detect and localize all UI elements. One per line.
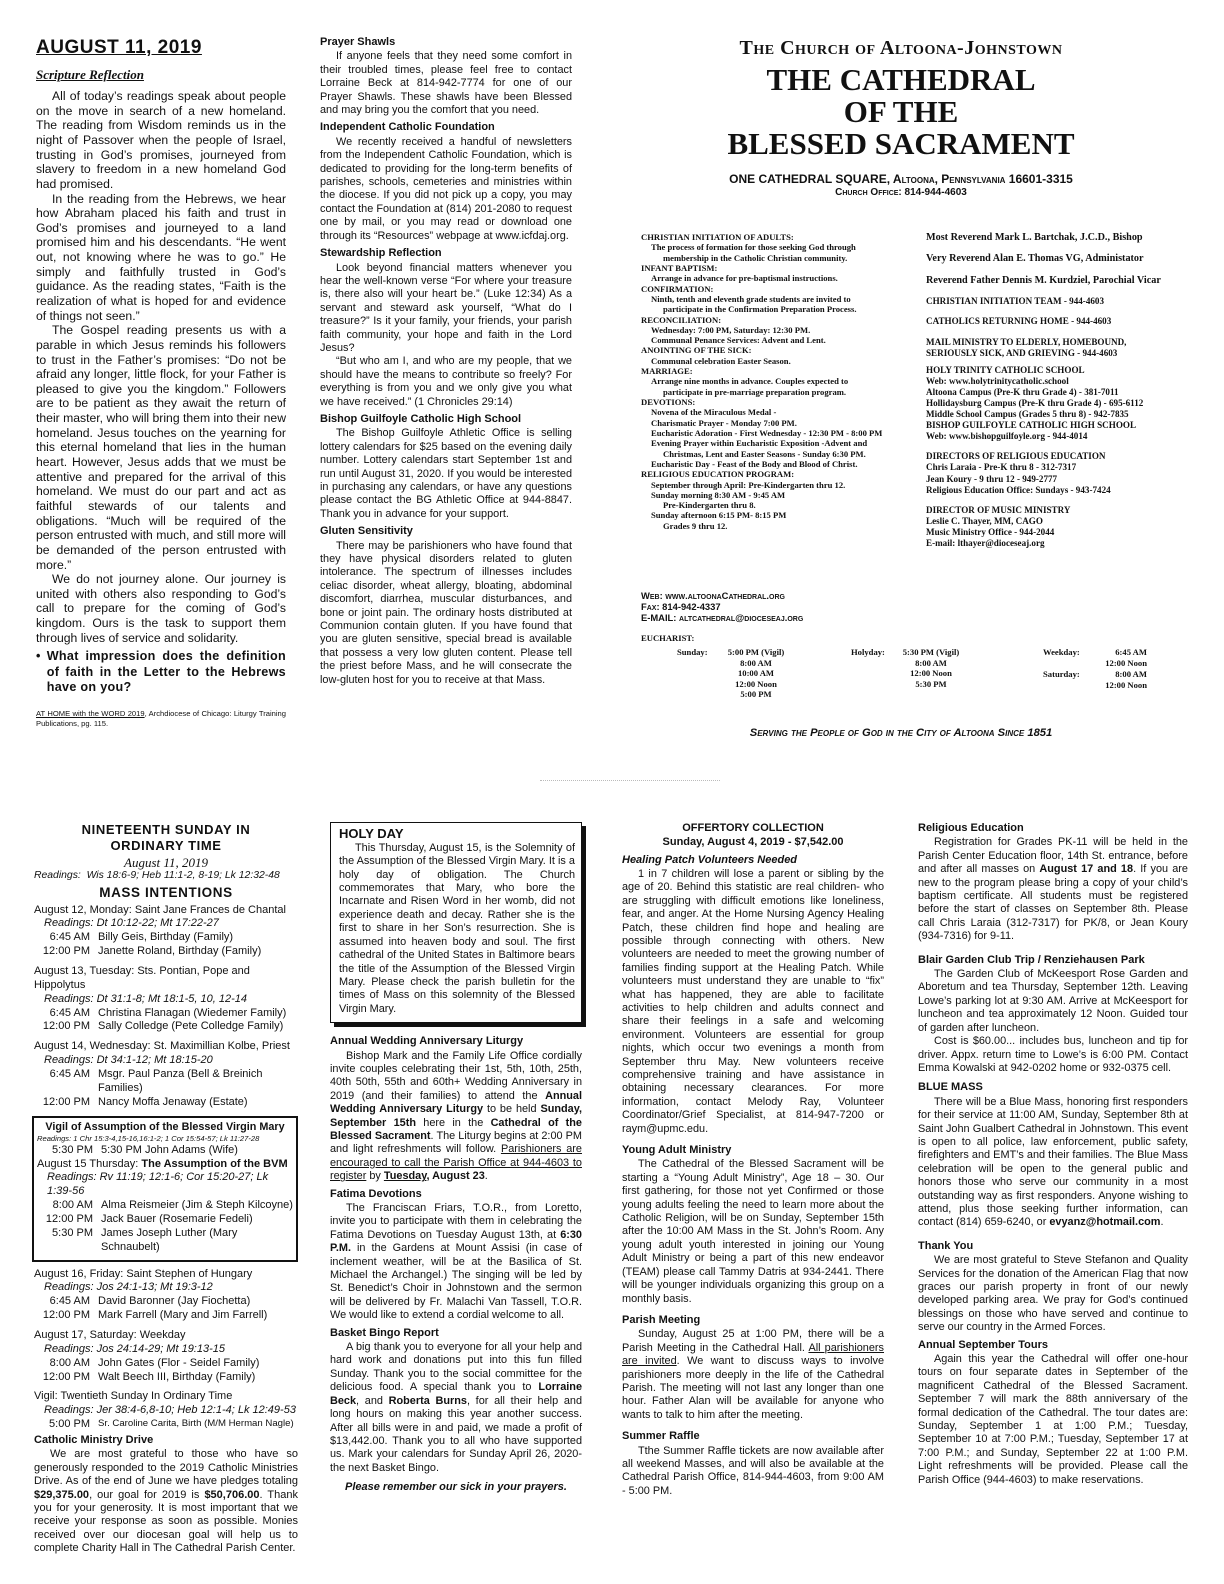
mass-time: 12:00 Noon: [1105, 679, 1147, 690]
mass-time: 12:00 PM: [45, 1213, 93, 1225]
info-line: Grades 9 thru 12.: [663, 520, 728, 531]
staff-line: Middle School Campus (Grades 5 thru 8) - 942-7835: [926, 409, 1129, 420]
mass-time: 12:00 PM: [42, 945, 90, 958]
info-line: Arrange in advance for pre-baptismal instructions.: [651, 273, 838, 284]
sunday-date: August 11, 2019: [124, 854, 208, 870]
intention-row: [34, 1309, 298, 1323]
blue-mass-email[interactable]: evyanz@hotmail.com: [1049, 1216, 1161, 1229]
vigil-readings: Readings: 1 Chr 15:3-4,15-16,16:1-2; 1 Cor 15:54-57; Lk 11:27-28: [37, 1134, 260, 1144]
mass-intentions-title: MASS INTENTIONS: [99, 885, 233, 901]
staff-line: Altoona Campus (Pre-K thru Grade 4) - 381-7011: [926, 386, 1119, 397]
info-line: Eucharistic Adoration - First Wednesday - 12:30 PM - 8:00 PM: [651, 427, 883, 438]
staff-line: Web: www.holytrinitycatholic.school: [926, 375, 1069, 386]
scripture-reflection-column: [36, 36, 286, 728]
serving-tagline: Serving the People of God in the City of Altoona Since 1851: [749, 727, 1053, 739]
fax-number: Fax: 814-942-4337: [641, 600, 721, 612]
announcements-column-middle: [330, 822, 582, 1495]
intention: David Baronner (Jay Fiochetta): [98, 1295, 251, 1308]
info-line: participate in pre-marriage preparation program.: [663, 386, 847, 397]
eucharist-schedule: [641, 633, 1181, 711]
section-title: Catholic Ministry Drive: [34, 1434, 154, 1447]
spacer: [926, 328, 1194, 337]
section-text: If anyone feels that they need some comfort in their troubled times, please feel free to contact Lorraine Beck at 814-942-7774 for one of our Prayer Shawls. These shawls have been Blessed and may bring you the comfort that you need.: [320, 50, 572, 117]
mass-time: 5:30 PM (Vigil): [902, 647, 960, 658]
staff-line: CATHOLICS RETURNING HOME - 944-4603: [926, 316, 1112, 327]
info-line: Wednesday: 7:00 PM, Saturday: 12:30 PM.: [651, 324, 811, 335]
saturday-times: [1091, 669, 1147, 690]
section-title: Bishop Guilfoyle Catholic High School: [320, 412, 522, 425]
mass-time: 8:00 AM: [915, 657, 947, 668]
intention: Alma Reismeier (Jim & Steph Kilcoyne): [101, 1199, 293, 1212]
sunday-title-line: ORDINARY TIME: [110, 838, 222, 854]
info-line: participate in the Confirmation Preparation Process.: [663, 304, 857, 315]
staff-line: Hollidaysburg Campus (Pre-K thru Grade 4) - 695-6112: [926, 397, 1144, 408]
young-adult-text: The Cathedral of the Blessed Sacrament will be starting a “Young Adult Ministry”, Age 18 – 30. Our first gathering, for those not yet Confirmed or those young adults feeling the need to learn more about the Catholic Religion, will be on Sunday, September 15th after the 10:00 AM Mass in the St. John’s Room. Any young adult youth interested in joining our Young Adult Ministry or being a part of this new endeavor (TEAM) please call Tammy Datris at 934-2441. There will be younger individuals organizing this group on a monthly basis.: [622, 1158, 884, 1305]
mass-intentions-column: [34, 822, 298, 1556]
spacer: [926, 496, 1194, 505]
holy-day-text: This Thursday, August 15, is the Solemnity of the Assumption of the Blessed Virgin Mary. It is a holy day of obligation. The Church commemorates that Mary, who bore the Incarnate and Risen Word in her womb, did not experience death and decay. Rather she is the first to share in her Son’s resurrection. She is assumed into heaven body and soul. The first cathedral of the United States in Baltimore bears the title of the Assumption of the Blessed Virgin Mary. Please check the parish bulletin for the times of Mass on this solemnity of the Blessed Virgin Mary.: [339, 841, 575, 1015]
intention-day: [34, 1268, 298, 1323]
spacer: [926, 266, 1194, 275]
church-name: The Church of Altoona-Johnstown: [739, 37, 1063, 59]
spacer: [926, 442, 1194, 451]
section-title: Blair Garden Club Trip / Renziehausen Park: [918, 953, 1145, 966]
day-readings: Readings: Dt 10:12-22; Mt 17:22-27: [44, 917, 219, 930]
intention-row: [37, 1213, 293, 1227]
section-title: Young Adult Ministry: [622, 1144, 732, 1157]
bullet-icon: •: [36, 649, 41, 664]
staff-line: Most Reverend Mark L. Bartchak, J.C.D., Bishop: [926, 232, 1143, 243]
reflection-source: [36, 709, 286, 727]
saturday-label: Saturday:: [1043, 669, 1080, 680]
section-title: Stewardship Reflection: [320, 247, 442, 260]
announcements-column-third: [622, 822, 884, 1498]
mass-time: 5:30 PM: [52, 1226, 93, 1239]
contact-block: [641, 591, 911, 623]
holyday-label: Holyday:: [851, 647, 885, 658]
section-title: Religious Education: [918, 822, 1024, 834]
vigil-twentieth: [34, 1390, 298, 1432]
staff-line: SERIOUSLY SICK, AND GRIEVING - 944-4603: [926, 347, 1118, 358]
announcements-column-top: [320, 36, 572, 687]
mass-time: 12:00 Noon: [1105, 657, 1147, 668]
intention: Christina Flanagan (Wiedemer Family): [98, 1006, 287, 1019]
intention: Billy Geis, Birthday (Family): [98, 931, 234, 944]
prayer-reminder: Please remember our sick in your prayers.: [345, 1481, 567, 1494]
assumption-day: [37, 1158, 293, 1172]
intention-row: [34, 1068, 298, 1096]
spacer: [926, 287, 1194, 296]
info-line: Communal celebration Easter Season.: [651, 355, 791, 366]
thank-you-text: We are most grateful to Steve Stefanon and Quality Services for the donation of the American Flag that now graces our parish property in front of our newly developed parking area. We pray for God’s continued blessings on those who have served and continue to serve our country in the Armed Forces.: [918, 1254, 1188, 1334]
section-title: Annual Wedding Anniversary Liturgy: [330, 1035, 524, 1048]
weekday-label: Weekday:: [1043, 647, 1080, 658]
staff-line: DIRECTORS OF RELIGIOUS EDUCATION: [926, 451, 1106, 462]
intention-row: [34, 1418, 298, 1432]
day-label: August 14, Wednesday: St. Maximillian Kolbe, Priest: [34, 1040, 290, 1053]
parish-meeting-text: Sunday, August 25 at 1:00 PM, there will be a Parish Meeting in the Cathedral Hall. All parishioners are invited. We want to discuss ways to involve parishioners more deeply in the life of the Cathedral Parish. The meeting will not last any longer than one hour. Father Alan will be available for anyone who wants to talk to him after the meeting.: [622, 1328, 885, 1421]
day-label: August 16, Friday: Saint Stephen of Hungary: [34, 1267, 253, 1280]
staff-line: Leslie C. Thayer, MM, CAGO: [926, 515, 1043, 526]
info-line: MARRIAGE:: [641, 366, 693, 377]
assumption-readings: Readings: Rv 11:19; 12:1-6; Cor 15:20-27; Lk 1:39-56: [47, 1171, 269, 1198]
fatima-text: The Franciscan Friars, T.O.R., from Loretto, invite you to participate with them in celebrating the Fatima Devotions on Tuesday August 13th, at 6:30 P.M. in the Gardens at Mount Assisi (in case of inclement weather, will be at the Basilica of St. Michael the Archangel.) The singing will be led by St. Benedict’s Choir in Johnstown and the sermon will be delivered by Fr. Malachi Van Tassell, T.O.R. We would like to extend a cordial welcome to all.: [330, 1202, 582, 1322]
info-line: CHRISTIAN INITIATION OF ADULTS:: [641, 232, 794, 242]
mass-time: 6:45 AM: [49, 1006, 90, 1019]
info-line: Arrange nine months in advance. Couples expected to: [651, 376, 849, 387]
masthead: [612, 36, 1190, 199]
intention-day: [34, 1329, 298, 1384]
intention-row: [37, 1227, 293, 1255]
day-readings: Readings: Jos 24:1-13; Mt 19:3-12: [44, 1281, 213, 1294]
day-label: Vigil: Twentieth Sunday In Ordinary Time: [34, 1390, 233, 1403]
intention-row: [34, 1357, 298, 1371]
staff-line: Very Reverend Alan E. Thomas VG, Administator: [926, 253, 1144, 265]
spacer: [926, 307, 1194, 316]
healing-patch-text: 1 in 7 children will lose a parent or sibling by the age of 20. Behind this statistic are real children- who are struggling with difficult emotions like loneliness, fear, and anger. At the Home Nursing Agency Healing Patch, these children find hope and healing are possible through connecting with others. New volunteers are needed to meet the growing number of families finding support at the Healing Patch. While volunteers must understand they are unable to “fix” what has happened, they are able to facilitate activities to help children and adults connect and share their feelings in a safe and welcoming environment. Volunteers are essential for group nights, which occur two evenings a month from September thru May. New volunteers receive comprehensive training and have assistance in obtaining necessary clearances. For more information, contact Melody Ray, Volunteer Coordinator/Grief Specialist, at 814-947-7200 or raym@upmc.edu.: [622, 867, 884, 1135]
email-link[interactable]: E-MAIL: altcathedral@dioceseaj.org: [641, 611, 804, 623]
source-title: AT HOME with the WORD 2019: [36, 709, 145, 719]
mass-time: 8:00 AM: [1115, 669, 1147, 680]
info-line: Christmas, Lent and Easter Seasons - Sunday 6:30 PM.: [663, 448, 866, 459]
section-title: Parish Meeting: [622, 1313, 701, 1326]
intention: James Joseph Luther (Mary Schnaubelt): [101, 1226, 238, 1253]
staff-directory: [926, 232, 1194, 549]
intention-row: [34, 931, 298, 945]
intention: Msgr. Paul Panza (Bell & Breinich Families): [98, 1067, 263, 1094]
section-title: BLUE MASS: [918, 1081, 983, 1094]
staff-line: E-mail: lthayer@dioceseaj.org: [926, 538, 1045, 548]
staff-line: Web: www.bishopguilfoyle.org - 944-4014: [926, 431, 1088, 442]
fold-divider: [540, 780, 720, 787]
blue-mass-text: There will be a Blue Mass, honoring first responders for their service at 11:00 AM, Sunday, September 8th at Saint John Gualbert Cathedral in Johnstown. This event is open to all police, law enforcement, public safety, firefighters and EMT’s and their families. The Blue Mass celebration will be open to the general public and honors those who serve our community in a most outstanding way as first responders. Anyone wishing to attend, plus those seeking further information, can contact (814) 659-6240, or evyanz@hotmail.com.: [918, 1095, 1188, 1229]
mass-time: 12:00 Noon: [735, 678, 777, 689]
intention-row: [34, 1007, 298, 1021]
reflection-paragraph: The Gospel reading presents us with a parable in which Jesus reminds his followers to trust in the Father’s promises: “Do not be afraid any longer, little flock, for your Father is pleased to give you the kingdom.” Followers are to be patient as they await the return of their master, who will bring them into their new homeland. Jesus touches on the yearning for this eternal homeland that lies in the human heart. However, Jesus adds that we must be attentive and prepared for the arrival of this homeland. We must do our part and act as faithful stewards of our talents and obligations. “Much will be required of the person entrusted with much, and still more will be demanded of the person entrusted with more.”: [36, 323, 286, 572]
section-title: Fatima Devotions: [330, 1187, 422, 1200]
bingo-text: A big thank you to everyone for all your help and hard work and donations put into this fun filled Sunday. Thank you to the social committee for the delicious food. A special thank you to Lorraine Beck, and Roberta Burns, for all their help and long hours on making this year another success. After all bills were in and paid, we made a profit of $13,442.00. Thank you to all who have supported us. Mark your calendars for Sunday April 26, 2020- the next Basket Bingo.: [330, 1341, 582, 1474]
info-line: Ninth, tenth and eleventh grade students are invited to: [651, 293, 851, 304]
section-title: Healing Patch Volunteers Needed: [622, 853, 798, 866]
intention: Walt Beech III, Birthday (Family): [98, 1370, 256, 1383]
day-readings: Readings: Dt 31:1-8; Mt 18:1-5, 10, 12-14: [44, 992, 248, 1005]
info-line: DEVOTIONS:: [641, 397, 696, 407]
cathedral-title-line: OF THE: [843, 94, 959, 130]
staff-line: Chris Laraia - Pre-K thru 8 - 312-7317: [926, 462, 1077, 473]
intention-row: [37, 1144, 293, 1158]
staff-line: Music Ministry Office - 944-2044: [926, 526, 1055, 537]
mass-time: 8:00 AM: [52, 1199, 93, 1212]
day-readings: Readings: Jer 38:4-6,8-10; Heb 12:1-4; Lk 12:49-53: [44, 1404, 296, 1417]
section-title: Basket Bingo Report: [330, 1326, 439, 1339]
section-text: There may be parishioners who have found that they have physical disorders related to gluten intolerance. The spectrum of illnesses includes celiac disorder, wheat allergy, bloating, abdominal discomfort, diarrhea, muscular disturbances, and bone or joint pain. The ordinary hosts distributed at Communion contain gluten. If you have found that you are gluten sensitive, special bread is available that possess a very low gluten content. Please tell the priest before Mass, and he will consecrate the low-gluten host for you to receive at that Mass.: [320, 539, 572, 686]
section-title: Independent Catholic Foundation: [320, 121, 495, 134]
info-line: Sunday morning 8:30 AM - 9:45 AM: [651, 489, 786, 500]
source-details: , Archdiocese of Chicago: Liturgy Training Publications, pg. 115.: [36, 709, 286, 728]
sunday-label: Sunday:: [677, 647, 708, 658]
holyday-times: [891, 647, 971, 689]
intention-row: [34, 945, 298, 959]
cathedral-title: [612, 64, 1190, 160]
address: ONE CATHEDRAL SQUARE, Altoona, Pennsylvania 16601-3315: [729, 172, 1073, 187]
sunday-readings: [34, 870, 298, 883]
mass-time: 12:00 PM: [42, 1370, 90, 1383]
catholic-ministry-drive: [34, 1434, 298, 1556]
info-line: RELIGIOUS EDUCATION PROGRAM:: [641, 469, 795, 480]
offertory-amount: Sunday, August 4, 2019 - $7,542.00: [662, 835, 844, 848]
feast-name: The Assumption of the BVM: [141, 1157, 288, 1170]
offertory-title: OFFERTORY COLLECTION: [682, 822, 824, 834]
info-line: The process of formation for those seeking God through: [651, 242, 856, 253]
info-line: Novena of the Miraculous Medal -: [651, 407, 777, 418]
staff-line: Religious Education Office: Sundays - 943-7424: [926, 484, 1111, 495]
intention: Mark Farrell (Mary and Jim Farrell): [98, 1309, 268, 1322]
intention-row: [34, 1371, 298, 1385]
weekday-times: [1091, 647, 1147, 668]
info-line: INFANT BAPTISM:: [641, 262, 718, 273]
intention: Janette Roland, Birthday (Family): [98, 945, 262, 958]
intention-day: [34, 965, 298, 1034]
cathedral-title-line: THE CATHEDRAL: [766, 62, 1036, 98]
section-text: We recently received a handful of newsletters from the Independent Catholic Foundation, which is dedicated to providing for the long-term benefits of parishes, schools, cemeteries and ministries within the diocese. If you did not pick up a copy, you may contact the Foundation at (814) 201-2080 to request one by mail, or you may read or download one through its “Resources” webpage at www.icfdaj.org.: [320, 135, 572, 242]
mass-time: 5:00 PM (Vigil): [727, 647, 785, 658]
sacraments-info: [641, 232, 921, 531]
section-text: Look beyond financial matters whenever you hear the well-known verse “For where your treasure is, there also will your heart be.” (Luke 12:34) As a servant and steward ask yourself, “What do I treasure?” Is it your family, your friends, your parish faith community, your hope and faith in the Lord Jesus?: [320, 261, 572, 354]
info-line: September through April: Pre-Kindergarten thru 12.: [651, 479, 846, 490]
tours-text: Again this year the Cathedral will offer one-hour tours on four separate dates in September of the magnificent Cathedral of the Blessed Sacrament. September 7 will mark the 88th anniversary of the formal dedication of the Cathedral. The tour dates are: Sunday, September 1 at 1:00 P.M.; Tuesday, September 10 at 7:00 P.M.; Tuesday, September 17 at 7:00 P.M.; and Sunday, September 22 at 1:00 P.M. Light refreshments will be provided. Please call the Parish Office (944-4603) to make reservations.: [918, 1353, 1188, 1486]
intention-row: [34, 1295, 298, 1309]
day-readings: Readings: Jos 24:14-29; Mt 19:13-15: [44, 1342, 226, 1355]
holy-day-title: HOLY DAY: [339, 826, 404, 841]
mass-time: 6:45 AM: [1115, 647, 1147, 658]
info-line: Charismatic Prayer - Monday 7:00 PM.: [651, 417, 797, 428]
scripture-reflection-title: Scripture Reflection: [36, 67, 144, 83]
cathedral-title-line: BLESSED SACRAMENT: [727, 126, 1075, 162]
intention: Sr. Caroline Carita, Birth (M/M Herman Nagle): [98, 1418, 294, 1430]
mass-time: 10:00 AM: [737, 668, 775, 679]
announcements-column-right: [918, 822, 1188, 1487]
staff-line: Reverend Father Dennis M. Kurdziel, Parochial Vicar: [926, 274, 1161, 286]
info-line: Evening Prayer within Eucharistic Exposition -Advent and: [651, 438, 868, 449]
info-line: Eucharistic Day - Feast of the Body and Blood of Christ.: [651, 458, 858, 469]
staff-line: Jean Koury - 9 thru 12 - 949-2777: [926, 473, 1058, 484]
info-line: CONFIRMATION:: [641, 283, 714, 294]
section-text: The Bishop Guilfoyle Athletic Office is selling lottery calendars for $25 based on the evening daily number. Lottery calendars start September 1st and run until August 31, 2020. If you would be interested in purchasing any calendars, or have any questions please contact the BG Athletic Office at 944-8847. Thank you in advance for your support.: [320, 427, 572, 520]
mass-time: 5:00 PM: [49, 1418, 90, 1431]
section-title: Gluten Sensitivity: [320, 525, 413, 538]
day-label: August 13, Tuesday: Sts. Pontian, Pope and Hippolytus: [34, 964, 250, 991]
religious-ed-text: Registration for Grades PK-11 will be held in the Parish Center Education floor, 14th St. entrance, before and after all masses on August 17 and 18. If you are new to the program please bring a copy of your child’s baptism certificate. All students must be registered before the start of classes on September 8th. Please call Chris Laraia (312-7317) for PK/8, or Jean Koury (934-7316) for 9-11.: [918, 836, 1188, 943]
intention: John Gates (Flor - Seidel Family): [98, 1356, 260, 1369]
section-title: Prayer Shawls: [320, 36, 396, 48]
info-line: Pre-Kindergarten thru 8.: [663, 500, 756, 511]
mass-time: 5:30 PM: [52, 1143, 93, 1156]
mass-time: 12:00 PM: [42, 1309, 90, 1322]
section-title: Thank You: [918, 1239, 974, 1252]
mass-time: 8:00 AM: [740, 657, 772, 668]
intention-day: [34, 1040, 298, 1109]
mass-time: 5:30 PM: [915, 678, 947, 689]
info-line: ANOINTING OF THE SICK:: [641, 345, 752, 356]
mass-time: 6:45 AM: [49, 1067, 90, 1080]
readings-label: Readings:: [34, 870, 81, 882]
intention-row: [34, 1020, 298, 1034]
section-title: Summer Raffle: [622, 1430, 700, 1443]
mass-time: 12:00 PM: [42, 1095, 90, 1108]
reflection-paragraph: In the reading from the Hebrews, we hear how Abraham placed his faith and trust in God’s promises and journeyed to a land promised him and his descendants. “He went out, not knowing where he was to go.” He simply and faithfully trusted in God’s guidance. As the reading states, “Faith is the realization of what is hoped for and evidence of things not seen.”: [36, 191, 286, 323]
mass-time: 6:45 AM: [49, 931, 90, 944]
intention-row: [34, 1096, 298, 1110]
intention: Jack Bauer (Rosemarie Fedeli): [101, 1213, 253, 1225]
intention: 5:30 PM John Adams (Wife): [101, 1143, 238, 1156]
day-label: August 15 Thursday:: [37, 1157, 142, 1170]
intentions-list: [34, 904, 298, 1110]
info-line: Communal Penance Services: Advent and Lent.: [651, 335, 826, 346]
staff-line: DIRECTOR OF MUSIC MINISTRY: [926, 504, 1071, 515]
day-label: August 12, Monday: Saint Jane Frances de Chantal: [34, 903, 286, 916]
vigil-title: Vigil of Assumption of the Blessed Virgin Mary: [45, 1120, 285, 1133]
assumption-box: [32, 1116, 298, 1262]
staff-line: CHRISTIAN INITIATION TEAM - 944-4603: [926, 296, 1105, 307]
day-label: August 17, Saturday: Weekday: [34, 1329, 186, 1342]
intentions-list: [34, 1268, 298, 1385]
garden-trip-text: The Garden Club of McKeesport Rose Garden and Aboretum and tea Thursday, September 12th. Leaving Lowe’s parking lot at 9:30 AM. Arrive at McKeesport for luncheon and tea approximately 12 Noon. Guided tour of garden after luncheon.: [918, 968, 1188, 1034]
garden-trip-cost: Cost is $60.00... includes bus, luncheon and tip for driver. Appx. return time to Lowe’s is 6:00 PM. Contact Emma Kowalski at 942-0202 home or 932-0375 cell.: [918, 1035, 1188, 1074]
info-line: membership in the Catholic Christian community.: [663, 252, 848, 263]
anniversary-text: Bishop Mark and the Family Life Office cordially invite couples celebrating their 1st, 5th, 10th, 25th, 40th 50th, 55th and 60th+ Wedding Anniversary in 2019 (and their families) to attend the Annual Wedding Anniversary Liturgy to be held Sunday, September 15th here in the Cathedral of the Blessed Sacrament. The Liturgy begins at 2:00 PM and light refreshments will follow. Parishioners are encouraged to call the Parish Office at 944-4603 to register by Tuesday, August 23.: [330, 1049, 582, 1183]
intention-day: [34, 904, 298, 959]
info-line: Sunday afternoon 6:15 PM- 8:15 PM: [651, 510, 787, 521]
day-readings: Readings: Dt 34:1-12; Mt 18:15-20: [44, 1054, 213, 1067]
website-link[interactable]: Web: www.altoonaCathedral.org: [641, 590, 785, 601]
info-line: RECONCILIATION:: [641, 314, 722, 325]
mass-time: 12:00 Noon: [910, 668, 952, 679]
section-title: Annual September Tours: [918, 1338, 1048, 1351]
section-text: We are most grateful to those who have so generously responded to the 2019 Catholic Ministries Drive. As of the end of June we have pledges totaling $29,375.00, our goal for 2019 is $50,706.00. Thank you for your generosity. It is most important that we receive your response as soon as possible. Monies received over our diocesan goal will help us to complete Charity Hall in The Cathedral Parish Center.: [34, 1448, 298, 1555]
mass-time: 5:00 PM: [740, 689, 772, 700]
intention: Nancy Moffa Jenaway (Estate): [98, 1095, 248, 1108]
spacer: [926, 244, 1194, 253]
reflection-question: [36, 649, 286, 695]
mass-time: 6:45 AM: [49, 1295, 90, 1308]
eucharist-label: EUCHARIST:: [641, 633, 695, 643]
summer-raffle-text: Tthe Summer Raffle tickets are now available after all weekend Masses, and will also be available at the Cathedral Parish Office, 814-944-4603, from 9:00 AM - 5:00 PM.: [622, 1444, 884, 1497]
intention: Sally Colledge (Pete Colledge Family): [98, 1020, 284, 1033]
staff-line: BISHOP GUILFOYLE CATHOLIC HIGH SCHOOL: [926, 420, 1137, 431]
intention-row: [37, 1199, 293, 1213]
sunday-title-line: NINETEENTH SUNDAY IN: [81, 822, 251, 837]
readings-text: Wis 18:6-9; Heb 11:1-2, 8-19; Lk 12:32-48: [86, 870, 280, 882]
staff-line: HOLY TRINITY CATHOLIC SCHOOL: [926, 364, 1085, 375]
section-text: “But who am I, and who are my people, that we should have the means to contribute so freely? For everything is from you and we only give you what we have received.” (1 Chronicles 29:14): [320, 355, 572, 408]
mass-time: 8:00 AM: [49, 1356, 90, 1369]
holy-day-box: [330, 822, 582, 1023]
reflection-paragraph: We do not journey alone. Our journey is united with others also responding to God’s call to prepare for the coming of God’s kingdom. Ours is the task to support them through lives of service and solidarity.: [36, 572, 286, 645]
sunday-times: [721, 647, 791, 699]
assumption-intentions: [37, 1199, 293, 1254]
bulletin-date: AUGUST 11, 2019: [36, 37, 202, 58]
question-text: What impression does the definition of faith in the Letter to the Hebrews have on you?: [46, 649, 286, 695]
mass-time: 12:00 PM: [42, 1020, 90, 1033]
sunday-title: [34, 822, 298, 855]
reflection-paragraph: All of today’s readings speak about people on the move in search of a new homeland. The reading from Wisdom reminds us in the night of Passover when the people of Israel, trusting in God’s promises, journeyed from slavery to freedom in a new homeland God had promised.: [36, 89, 286, 191]
staff-line: MAIL MINISTRY TO ELDERLY, HOMEBOUND,: [926, 336, 1127, 347]
church-office-phone: Church Office: 814-944-4603: [835, 186, 967, 198]
